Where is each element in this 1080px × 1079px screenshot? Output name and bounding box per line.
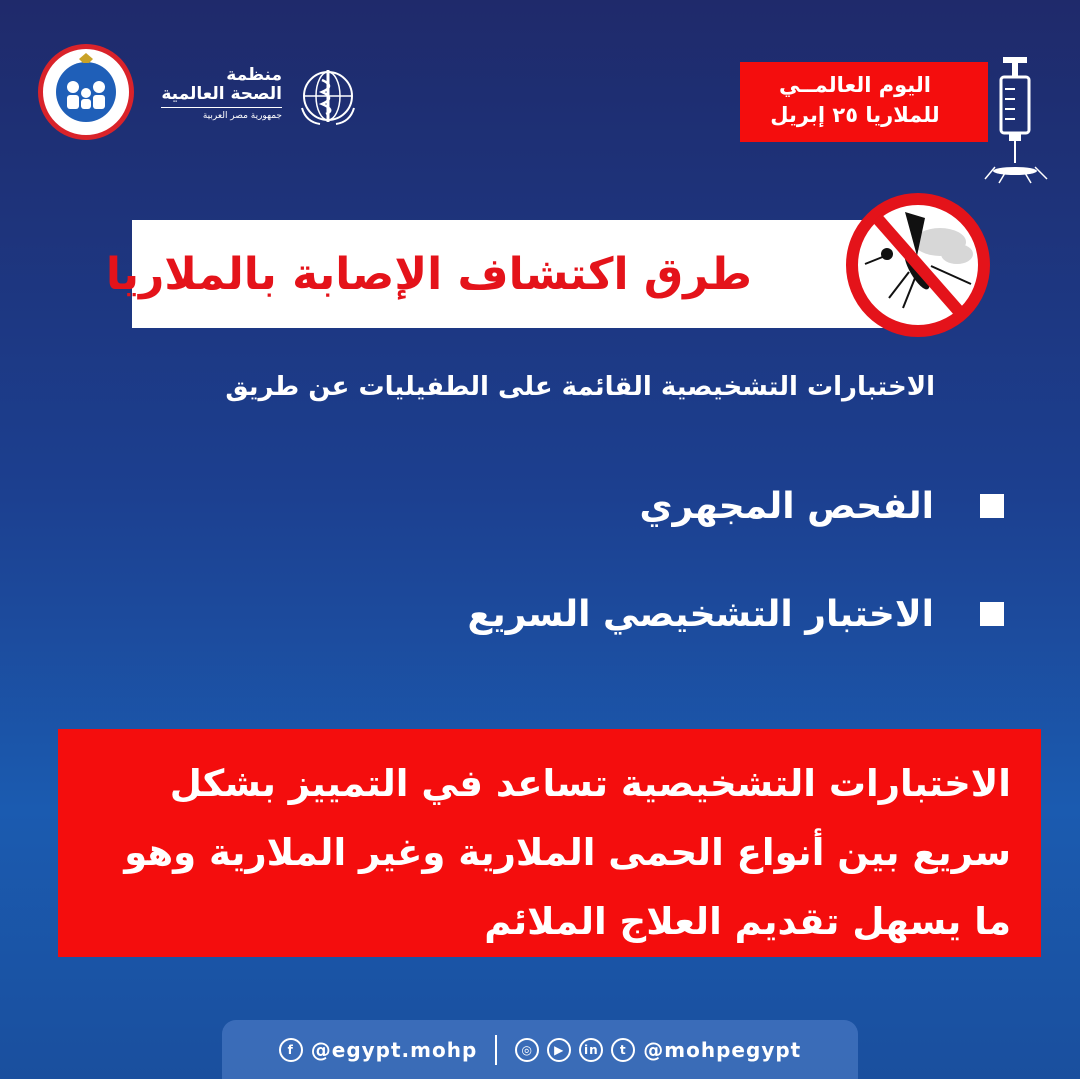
square-bullet-icon [980,494,1004,518]
page-title: طرق اكتشاف الإصابة بالملاريا [105,248,752,300]
subtitle: الاختبارات التشخيصية القائمة على الطفيليات عن طريق [225,372,935,402]
title-banner [105,220,892,328]
facebook-icon[interactable]: f [279,1038,303,1062]
no-mosquito-icon [845,192,991,338]
social-footer [222,1020,858,1079]
ministry-emblem-icon [43,49,129,135]
youtube-icon[interactable]: ▶ [547,1038,571,1062]
instagram-icon[interactable]: ◎ [515,1038,539,1062]
square-bullet-icon [980,602,1004,626]
who-name-line1: منظمة [226,65,282,85]
linkedin-icon[interactable]: in [579,1038,603,1062]
note-line: ما يسهل تقديم العلاج الملائم [484,900,1011,943]
list-item-label: الفحص المجهري [639,485,934,527]
who-emblem-icon [296,64,360,128]
world-malaria-day-badge [740,62,988,142]
note-line: سريع بين أنواع الحمى الملارية وغير الملارية وهو [124,831,1011,874]
twitter-icon[interactable]: t [611,1038,635,1062]
who-logo [150,62,360,142]
who-name-line2: الصحة العالمية [161,84,282,104]
ministry-of-health-logo [38,44,134,140]
info-note-panel [58,729,1041,957]
list-item [304,584,1004,644]
footer-divider [495,1035,497,1065]
syringe-mosquito-icon [975,55,1065,190]
badge-line1: اليوم العالمــي [779,73,931,97]
list-item [304,476,1004,536]
facebook-handle[interactable]: @egypt.mohp [310,1037,478,1062]
list-item-label: الاختبار التشخيصي السريع [467,593,934,635]
note-line: الاختبارات التشخيصية تساعد في التمييز بشكل [169,762,1011,805]
badge-line2: للملاريا ٢٥ إبريل [770,103,940,127]
who-country: جمهورية مصر العربية [161,107,282,123]
social-handle[interactable]: @mohpegypt [643,1037,802,1062]
